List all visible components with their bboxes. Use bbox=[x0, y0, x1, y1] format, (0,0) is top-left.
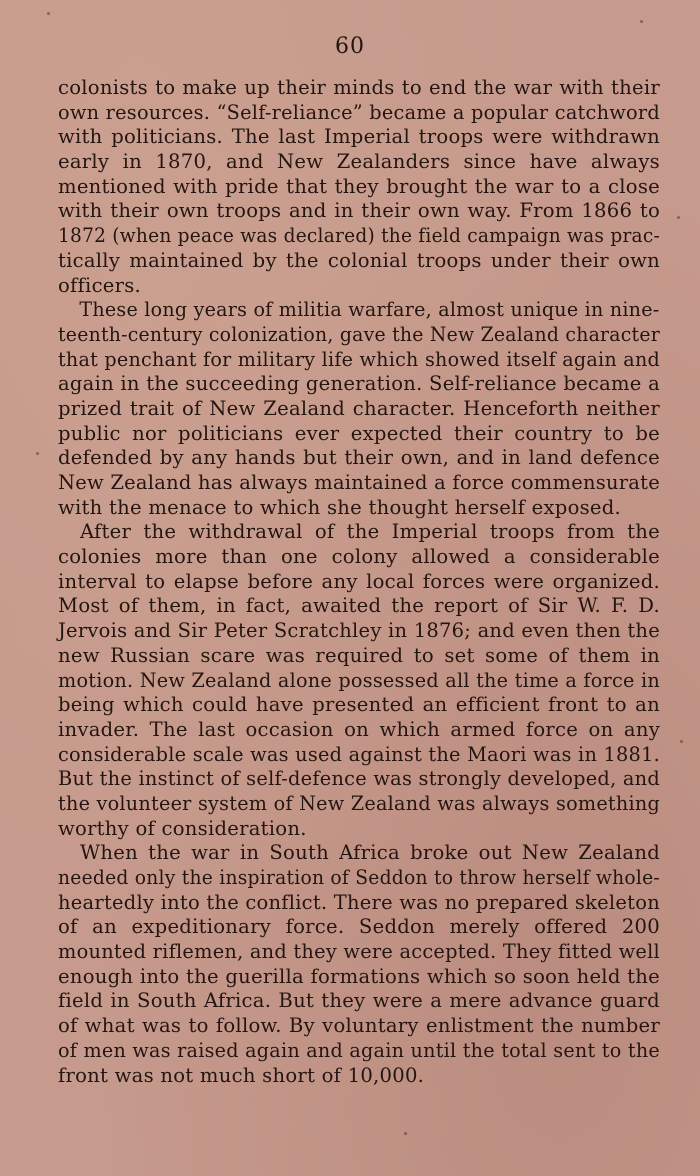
text-line: invader. The last occasion on which armed force on any bbox=[58, 717, 661, 741]
text-line: with the menace to which she thought herself exposed. bbox=[58, 495, 622, 519]
text-line: interval to elapse before any local forces were organized. bbox=[58, 569, 660, 593]
text-line: worthy of consideration. bbox=[58, 816, 307, 840]
text-line: front was not much short of 10,000. bbox=[58, 1063, 425, 1087]
paper-speck bbox=[640, 20, 643, 23]
text-line: field in South Africa. But they were a mere advance guard bbox=[58, 989, 660, 1013]
text-line: mentioned with pride that they brought the war to a close bbox=[58, 174, 660, 198]
text-line: with their own troops and in their own way. From 1866 to bbox=[58, 199, 661, 223]
paragraph bbox=[58, 298, 660, 520]
text-line: heartedly into the conflict. There was no prepared skeleton bbox=[58, 890, 660, 914]
text-line: mounted riflemen, and they were accepted. They fitted well bbox=[58, 940, 660, 964]
text-line: prized trait of New Zealand character. Henceforth neither bbox=[58, 396, 660, 420]
text-line: teenth-century colonization, gave the New Zealand character bbox=[58, 322, 661, 346]
text-line: new Russian scare was required to set some of them in bbox=[58, 643, 660, 667]
text-line: of what was to follow. By voluntary enlistment the number bbox=[58, 1014, 660, 1038]
text-line: considerable scale was used against the Maori was in 1881. bbox=[58, 742, 661, 766]
text-line: But the instinct of self-defence was strongly developed, and bbox=[58, 767, 661, 791]
paper-speck bbox=[404, 1132, 407, 1135]
text-line: public nor politicians ever expected their country to be bbox=[58, 421, 660, 445]
text-line: After the withdrawal of the Imperial troops from the bbox=[80, 520, 661, 544]
text-line: New Zealand has always maintained a force commensurate bbox=[58, 471, 660, 494]
text-line: When the war in South Africa broke out New Zealand bbox=[80, 841, 661, 865]
text-line: needed only the inspiration of Seddon to throw herself whole- bbox=[58, 866, 660, 889]
text-line: early in 1870, and New Zealanders since have always bbox=[58, 150, 660, 174]
text-line: colonies more than one colony allowed a considerable bbox=[58, 545, 660, 569]
text-line: of men was raised again and again until the total sent to the bbox=[58, 1038, 660, 1062]
paper-speck bbox=[680, 740, 683, 743]
text-line: of an expeditionary force. Seddon merely offered 200 bbox=[58, 915, 660, 939]
text-line: the volunteer system of New Zealand was always something bbox=[58, 791, 661, 815]
text-line: defended by any hands but their own, and in land defence bbox=[58, 446, 660, 470]
body-text bbox=[58, 76, 660, 1088]
text-line: that penchant for military life which showed itself again and bbox=[58, 347, 661, 371]
text-line: motion. New Zealand alone possessed all the time a force in bbox=[58, 668, 660, 692]
text-line: with politicians. The last Imperial troops were withdrawn bbox=[58, 125, 661, 149]
text-line: Most of them, in fact, awaited the report of Sir W. F. D. bbox=[58, 594, 660, 618]
paper-speck bbox=[47, 12, 50, 15]
text-line: colonists to make up their minds to end the war with their bbox=[58, 76, 661, 99]
text-line: These long years of militia warfare, almost unique in nine- bbox=[79, 298, 660, 322]
paper-speck bbox=[677, 216, 680, 219]
text-line: Jervois and Sir Peter Scratchley in 1876; and even then the bbox=[58, 619, 661, 643]
paragraph bbox=[58, 76, 660, 298]
paper-speck bbox=[36, 452, 39, 455]
text-line: own resources. “Self-reliance” became a popular catchword bbox=[58, 100, 660, 124]
text-line: enough into the guerilla formations which so soon held the bbox=[58, 964, 660, 988]
text-line: tically maintained by the colonial troops under their own bbox=[58, 248, 661, 272]
page-number: 60 bbox=[335, 34, 365, 59]
text-line: 1872 (when peace was declared) the field campaign was prac- bbox=[58, 224, 661, 248]
text-line: again in the succeeding generation. Self-reliance became a bbox=[58, 372, 660, 396]
text-line: being which could have presented an efficient front to an bbox=[58, 693, 660, 717]
text-line: officers. bbox=[58, 273, 142, 297]
paragraph bbox=[58, 841, 660, 1088]
paragraph bbox=[58, 520, 660, 841]
